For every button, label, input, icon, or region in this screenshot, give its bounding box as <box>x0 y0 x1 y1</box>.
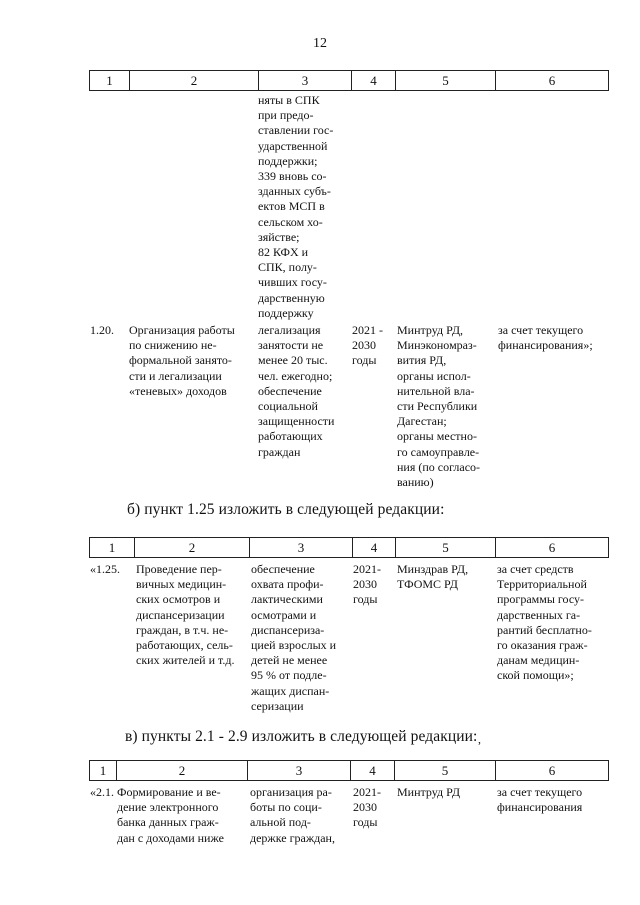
header-col-3: 3 <box>248 761 351 780</box>
page-number: 12 <box>313 36 327 51</box>
row-2-1-name: Формирование и ве- дение электронного банка данных граж- дан с доходами ниже <box>117 785 224 845</box>
table1-continued-indicator: няты в СПК при предо- ставлении гос- ударственной поддержки; 339 вновь со- зданных субъ- ектов МСП в сельском хо- зяйстве; 82 КФХ и СПК, полу- чивших госу- дарственную поддержку <box>258 93 334 320</box>
header-col-4: 4 <box>352 71 396 90</box>
header-col-2: 2 <box>135 538 250 557</box>
heading-v: в) пункты 2.1 - 2.9 изложить в следующей редакции: <box>125 728 478 745</box>
header-col-5: 5 <box>396 538 496 557</box>
row-1-20-period: 2021 - 2030 годы <box>352 323 383 368</box>
table1-header <box>89 70 609 91</box>
header-col-1: 1 <box>90 71 130 90</box>
header-col-1: 1 <box>90 538 135 557</box>
header-col-1: 1 <box>90 761 117 780</box>
header-col-2: 2 <box>130 71 259 90</box>
row-1-25-funding: за счет средств Территориальной программы госу- дарственных га- рантий бесплатно- го оказания граж- данам медицин- ской помощи»; <box>497 562 592 683</box>
header-col-3: 3 <box>250 538 353 557</box>
row-1-25-executors: Минздрав РД, ТФОМС РД <box>397 562 469 592</box>
stray-mark: , <box>478 732 481 746</box>
row-1-25-number: «1.25. <box>90 562 120 576</box>
row-1-25-name: Проведение пер- вичных медицин- ских осмотров и диспансеризации граждан, в т.ч. не- работающих, сель- ских жителей и т.д. <box>136 562 235 668</box>
heading-b: б) пункт 1.25 изложить в следующей редакции: <box>127 501 445 518</box>
row-1-20-number: 1.20. <box>90 323 114 337</box>
header-col-3: 3 <box>259 71 352 90</box>
row-1-20-name: Организация работы по снижению не- формальной занято- сти и легализации «теневых» доходов <box>129 323 235 398</box>
header-col-6: 6 <box>548 763 556 778</box>
header-col-5: 5 <box>395 761 496 780</box>
header-col-5: 5 <box>396 71 496 90</box>
table3-header <box>89 760 609 781</box>
header-col-4: 4 <box>353 538 396 557</box>
row-2-1-funding: за счет текущего финансирования <box>497 785 583 815</box>
row-2-1-executors: Минтруд РД <box>397 785 461 799</box>
header-col-6: 6 <box>548 73 556 88</box>
row-1-20-funding: за счет текущего финансирования»; <box>498 323 593 353</box>
row-2-1-number: «2.1. <box>90 785 114 799</box>
row-1-25-period: 2021- 2030 годы <box>353 562 381 607</box>
header-col-6: 6 <box>548 540 556 555</box>
row-1-20-indicator: легализация занятости не менее 20 тыс. чел. ежегодно; обеспечение социальной защищенности работающих граждан <box>258 323 335 459</box>
header-col-4: 4 <box>351 761 395 780</box>
row-1-25-indicator: обеспечение охвата профи- лактическими осмотрами и диспансериза- цией взрослых и детей не менее 95 % от подле- жащих диспан- серизации <box>251 562 337 713</box>
row-2-1-indicator: организация ра- боты по соци- альной под- держке граждан, <box>250 785 335 845</box>
table2-header <box>89 537 609 558</box>
row-1-20-executors: Минтруд РД, Минэкономраз- вития РД, органы испол- нительной вла- сти Республики Дагестан; органы местно- го самоуправле- ния (по согласо- ванию) <box>397 323 481 490</box>
row-2-1-period: 2021- 2030 годы <box>353 785 381 830</box>
header-col-2: 2 <box>117 761 248 780</box>
